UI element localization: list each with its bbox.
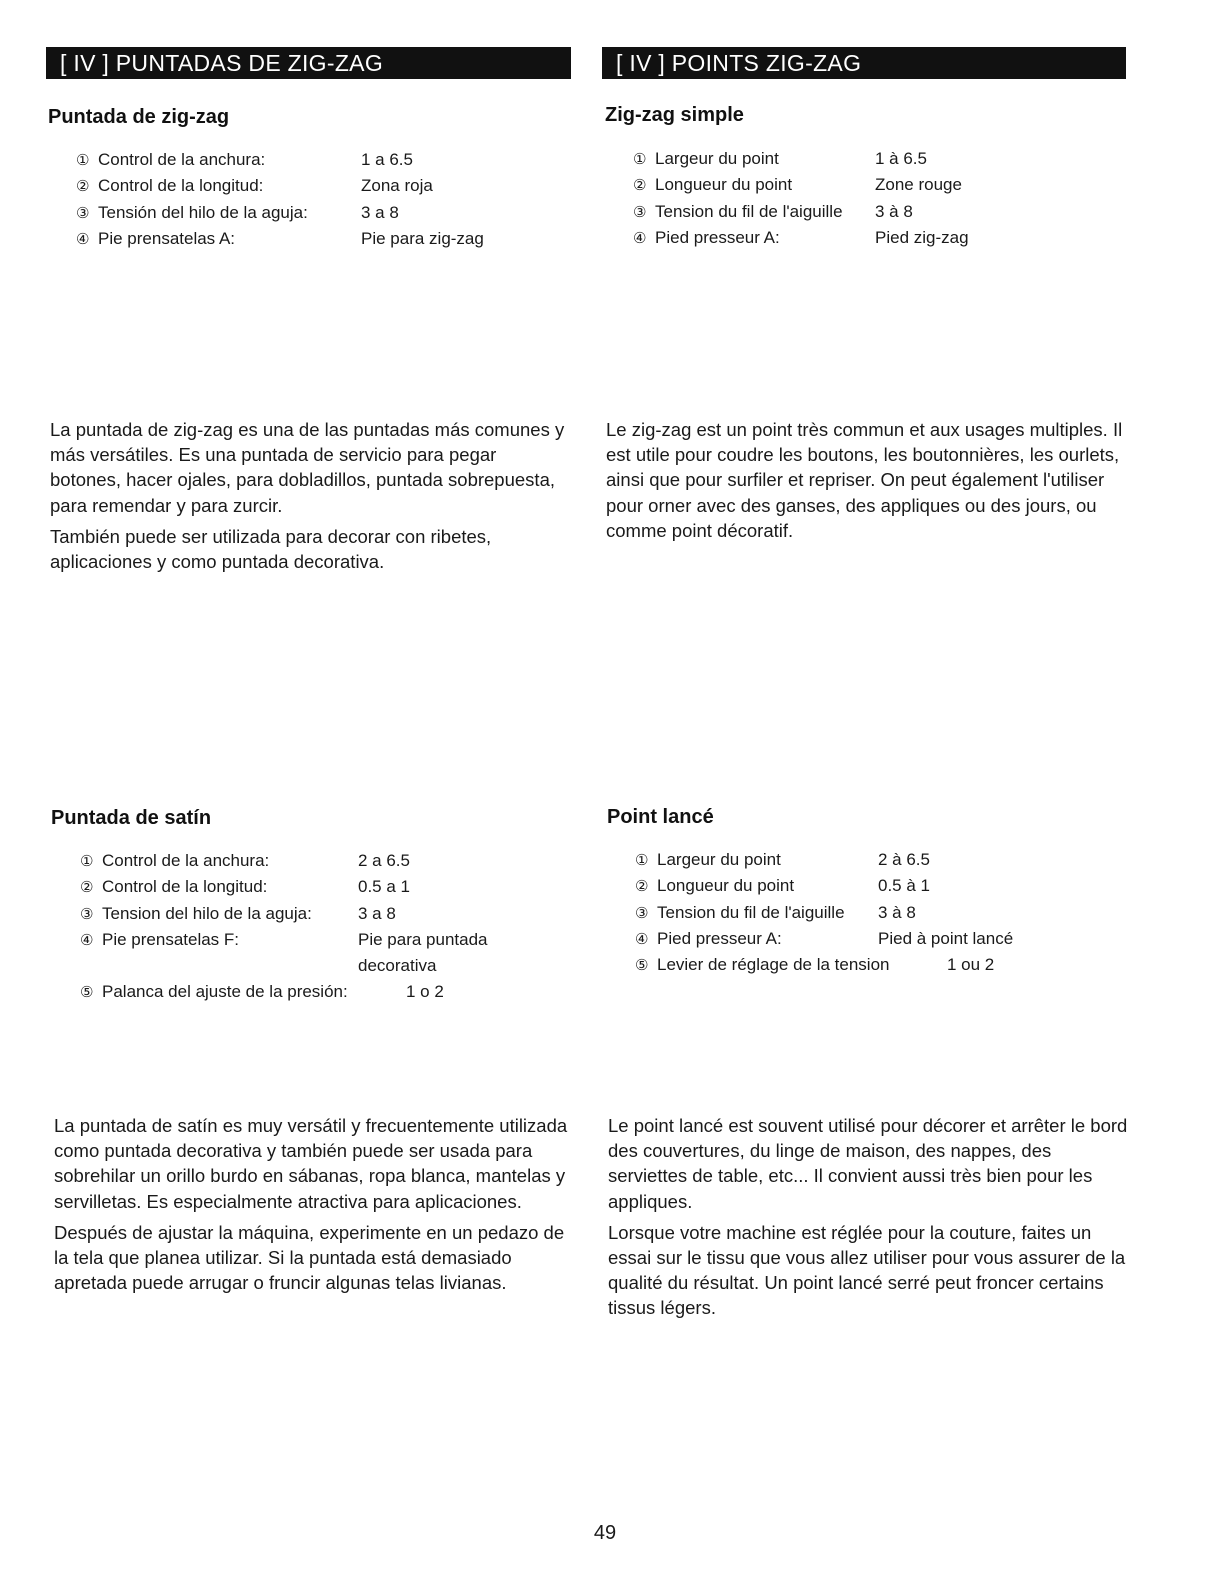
- setting-value: 3 a 8: [361, 202, 399, 222]
- circled-number: ①: [635, 851, 649, 869]
- setting-value: 1 à 6.5: [875, 149, 927, 168]
- setting-row: [635, 926, 1115, 952]
- circled-number: ⑤: [80, 983, 94, 1002]
- setting-label: Palanca del ajuste de la presión:: [102, 982, 348, 1002]
- setting-value: 0.5 a 1: [358, 877, 410, 897]
- setting-value: 3 à 8: [875, 201, 913, 221]
- setting-value: 3 a 8: [358, 903, 396, 923]
- body-text-point-lance: [608, 1113, 1133, 1327]
- setting-value: Pie para puntada: [358, 929, 488, 949]
- body-text-puntada-zigzag: [50, 417, 570, 580]
- setting-value: 2 à 6.5: [878, 850, 930, 869]
- setting-label: Longueur du point: [657, 876, 795, 896]
- setting-label: Longueur du point: [655, 175, 793, 195]
- paragraph: Le point lancé est souvent utilisé pour décorer et arrêter le bord des couvertures, du linge de maison, des nappes, des serviettes de table, etc... Il convient aussi très bien pour les appliques.: [608, 1115, 1128, 1212]
- setting-row: [80, 979, 560, 1005]
- paragraph: Le zig-zag est un point très commun et aux usages multiples. Il est utile pour coudre les boutons, les boutonnières, les ourlets, ainsi que pour surfiler et repriser. On peut également l'utiliser pour orner avec des ganses, des appliques ou des jours, ou comme point décoratif.: [606, 419, 1123, 541]
- circled-number-spacer: [80, 953, 102, 979]
- circled-number: ③: [633, 202, 647, 221]
- setting-label: Control de la anchura:: [102, 851, 270, 870]
- setting-label: Pie prensatelas A:: [98, 228, 236, 248]
- setting-row-continued: [80, 953, 560, 979]
- setting-label: Tension du fil de l'aiguille: [655, 201, 843, 221]
- setting-label: Control de la longitud:: [98, 176, 264, 196]
- settings-list-puntada-zigzag: [76, 147, 556, 252]
- settings-list-point-lance: [635, 847, 1115, 978]
- circled-number: ①: [76, 151, 90, 169]
- setting-row: [80, 874, 560, 900]
- circled-number: ③: [635, 903, 649, 922]
- subheading-puntada-zigzag: Puntada de zig-zag: [48, 106, 230, 128]
- setting-value: 1 o 2: [406, 982, 444, 1002]
- circled-number: ②: [76, 177, 90, 196]
- circled-number: ④: [76, 229, 90, 248]
- setting-value: Zona roja: [361, 176, 433, 196]
- setting-label: Tensión del hilo de la aguja:: [98, 202, 308, 222]
- section-banner-french: [ IV ] POINTS ZIG-ZAG: [602, 47, 1126, 79]
- circled-number: ②: [635, 877, 649, 896]
- circled-number: ②: [80, 878, 94, 897]
- paragraph: La puntada de satín es muy versátil y frecuentemente utilizada como puntada decorativa y también puede ser usada para sobrehilar un orillo burdo en sábanas, ropa blanca, mantelas y servilletas. Es especialmente atractiva para aplicaciones.: [54, 1115, 568, 1212]
- setting-value: 1 ou 2: [947, 955, 995, 975]
- setting-row: [635, 900, 1115, 926]
- setting-label: Control de la anchura:: [98, 150, 266, 169]
- setting-label: Largeur du point: [655, 149, 779, 168]
- setting-value-continued: decorativa: [358, 956, 437, 976]
- setting-row: [633, 146, 1113, 172]
- paragraph: Lorsque votre machine est réglée pour la couture, faites un essai sur le tissu que vous allez utiliser pour vous assurer de la qualité du résultat. Un point lancé serré peut froncer certains tissus légers.: [608, 1221, 1126, 1319]
- paragraph: La puntada de zig-zag es una de las puntadas más comunes y más versátiles. Es una puntada de servicio para pegar botones, hacer ojales, para dobladillos, puntada sobrepuesta, para remendar y para zurcir.: [50, 419, 565, 516]
- setting-row: [76, 226, 556, 252]
- setting-label-spacer: [102, 953, 358, 979]
- setting-row: [80, 901, 560, 927]
- settings-list-zigzag-simple: [633, 146, 1113, 251]
- paragraph: Después de ajustar la máquina, experimente en un pedazo de la tela que planea utilizar. Si la puntada está demasiado apretada puede arrugar o fruncir algunas telas livianas.: [54, 1221, 565, 1294]
- setting-row: [76, 173, 556, 199]
- circled-number: ④: [633, 228, 647, 247]
- page-number: 49: [593, 1522, 617, 1544]
- setting-value: Pie para zig-zag: [361, 228, 484, 248]
- circled-number: ①: [633, 150, 647, 168]
- setting-label: Control de la longitud:: [102, 877, 268, 897]
- setting-row: [635, 873, 1115, 899]
- setting-value: 2 a 6.5: [358, 851, 410, 870]
- setting-value: 3 à 8: [878, 902, 916, 922]
- subheading-puntada-satin: Puntada de satín: [51, 807, 212, 829]
- setting-value: Pied zig-zag: [875, 227, 969, 247]
- setting-label: Pie prensatelas F:: [102, 929, 240, 949]
- setting-label: Tension del hilo de la aguja:: [102, 903, 312, 923]
- body-text-puntada-satin: [54, 1113, 574, 1301]
- setting-row: [76, 200, 556, 226]
- setting-row: [76, 147, 556, 173]
- section-banner-spanish: [ IV ] PUNTADAS DE ZIG-ZAG: [46, 47, 571, 79]
- setting-value: Zone rouge: [875, 175, 962, 195]
- setting-label: Levier de réglage de la tension: [657, 955, 890, 975]
- circled-number: ①: [80, 852, 94, 870]
- setting-row: [635, 847, 1115, 873]
- setting-row: [80, 927, 560, 953]
- settings-list-puntada-satin: [80, 848, 560, 1006]
- setting-row: [633, 225, 1113, 251]
- setting-value: Pied à point lancé: [878, 928, 1014, 948]
- setting-row: [633, 199, 1113, 225]
- setting-label: Tension du fil de l'aiguille: [657, 902, 845, 922]
- setting-row: [635, 952, 1115, 978]
- subheading-point-lance: Point lancé: [607, 806, 714, 828]
- setting-value: 1 a 6.5: [361, 150, 413, 169]
- circled-number: ③: [76, 203, 90, 222]
- setting-label: Largeur du point: [657, 850, 781, 869]
- setting-row: [633, 172, 1113, 198]
- circled-number: ④: [635, 929, 649, 948]
- setting-value: 0.5 à 1: [878, 876, 930, 896]
- body-text-zigzag-simple: [606, 417, 1126, 549]
- setting-row: [80, 848, 560, 874]
- setting-label: Pied presseur A:: [657, 928, 782, 948]
- circled-number: ⑤: [635, 956, 649, 975]
- setting-label: Pied presseur A:: [655, 227, 780, 247]
- paragraph: También puede ser utilizada para decorar con ribetes, aplicaciones y como puntada decorativa.: [50, 525, 492, 573]
- circled-number: ②: [633, 176, 647, 195]
- subheading-zigzag-simple: Zig-zag simple: [605, 104, 744, 126]
- circled-number: ③: [80, 904, 94, 923]
- circled-number: ④: [80, 930, 94, 949]
